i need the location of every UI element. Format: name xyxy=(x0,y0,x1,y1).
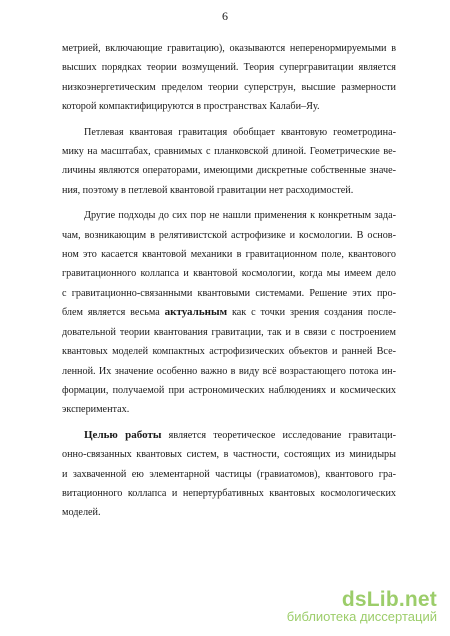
text-line: высших порядках теории возмущений. Теория супергравитации является xyxy=(62,62,396,74)
text-line: ном это касается квантовой механики в гравитационном поле, квантового xyxy=(62,249,396,261)
page-number: 6 xyxy=(222,9,228,23)
text-line: гравитационного коллапса и квантовой космологии, когда мы имеем дело xyxy=(62,268,396,280)
text-line: формации, получаемой при астрономических наблюдениях и космических xyxy=(62,384,396,396)
paragraph-2 xyxy=(62,123,396,201)
watermark-subtitle: библиотека диссертаций xyxy=(286,609,437,624)
text-line: которой компактифицируются в пространствах Калаби–Яу. xyxy=(62,101,320,113)
text-line: личины являются операторами, имеющими дискретные собственные значе- xyxy=(62,165,396,177)
text-line: и захваченной ею элементарной частицы (гравиатомов), квантового гра- xyxy=(62,468,396,480)
text-line: низкоэнергетическим пределом теории суперструн, высшие размерности xyxy=(62,81,396,93)
text-line: экспериментах. xyxy=(62,404,130,416)
paragraph-4 xyxy=(62,426,396,523)
emphasis-actual: актуальным xyxy=(164,306,228,319)
text-line: ния, поэтому в петлевой квантовой гравитации нет расходимостей. xyxy=(62,184,354,196)
text-line: квантовых моделей компактных астрофизических объектов и ранней Все- xyxy=(62,346,396,358)
text-fragment: как с точки зрения создания после- xyxy=(231,307,397,319)
watermark xyxy=(287,588,437,624)
text-fragment: блем является весьма xyxy=(62,307,160,319)
text-line: ленной. Их значение особенно важно в виду всё возрастающего потока ин- xyxy=(62,365,396,377)
emphasis-goal: Целью работы xyxy=(84,428,162,441)
paragraph-3 xyxy=(62,206,396,419)
text-line: Петлевая квантовая гравитация обобщает квантовую геометродина- xyxy=(84,126,396,138)
text-line: довательной теории квантования гравитации, так и в связи с построением xyxy=(62,326,396,338)
text-line: метрией, включающие гравитацию), оказываются неперенормируемыми в xyxy=(62,43,396,54)
text-line: витационного коллапса и непертурбативных квантовых космологических xyxy=(62,487,396,499)
text-line: с гравитационно-связанными квантовыми системами. Решение этих про- xyxy=(62,287,396,299)
paragraph-1 xyxy=(62,39,396,117)
text-line: мику на масштабах, сравнимых с планковской длиной. Геометрические ве- xyxy=(62,146,396,158)
document-body xyxy=(62,39,396,523)
text-fragment: является теоретическое исследование гравитаци- xyxy=(168,429,396,441)
text-line: чам, возникающим в релятивистской астрофизике и космологии. В основ- xyxy=(62,229,396,241)
text-line-with-emphasis xyxy=(62,426,396,445)
text-line-with-emphasis xyxy=(62,303,396,322)
text-line: моделей. xyxy=(62,507,101,519)
watermark-logo: dsLib.net xyxy=(341,588,437,611)
text-line: онно-связанных квантовых систем, в частности, состоящих из минидыры xyxy=(62,449,396,461)
text-line: Другие подходы до сих пор не нашли применения к конкретным зада- xyxy=(84,210,396,222)
